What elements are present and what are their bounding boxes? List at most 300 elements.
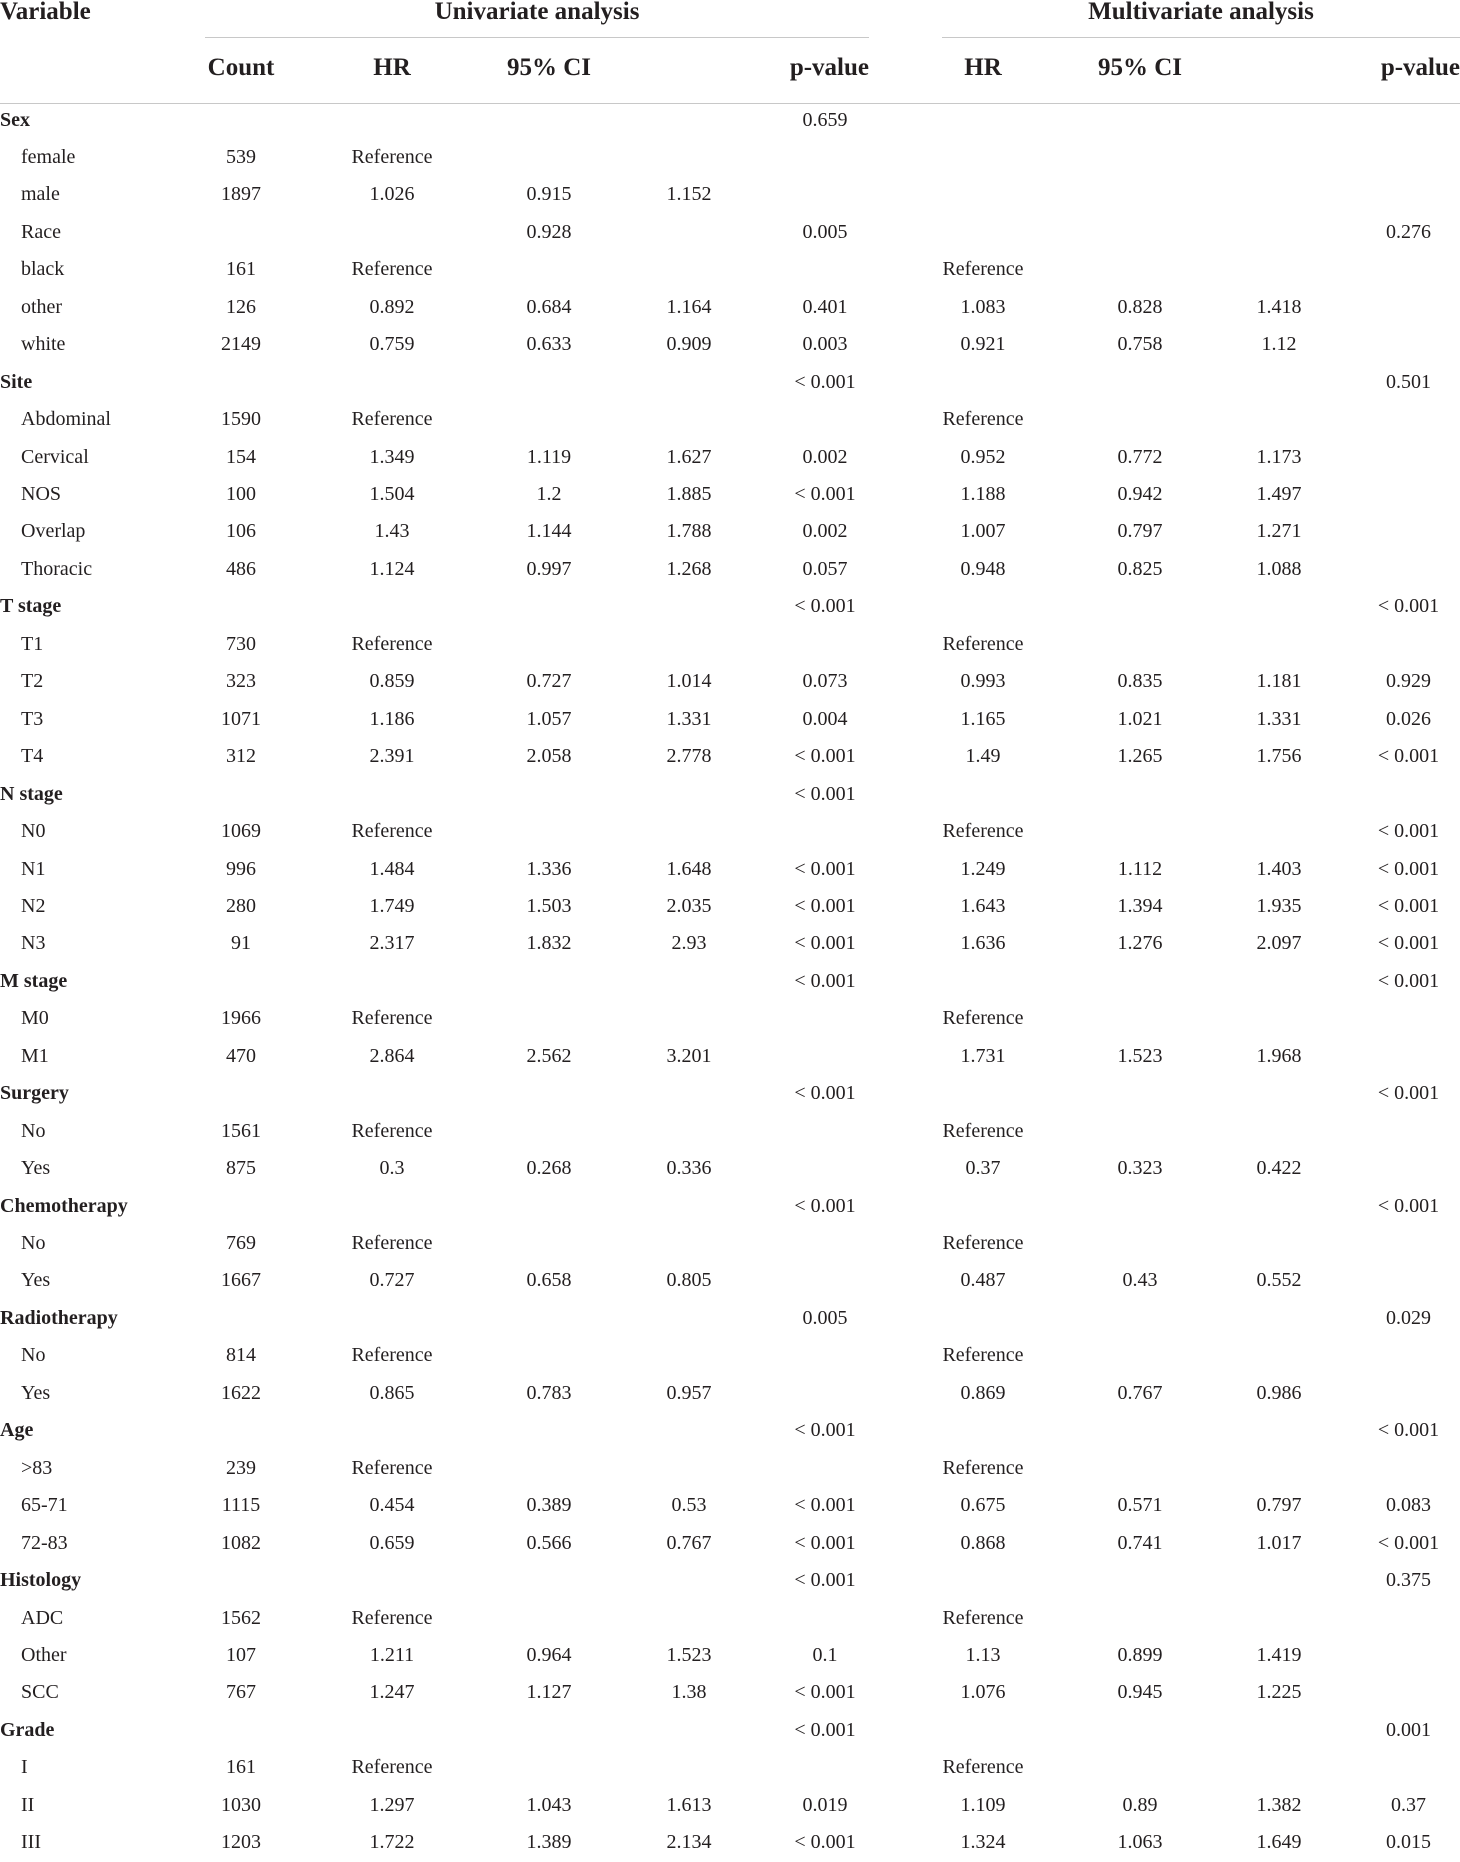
table-row: [0, 552, 1460, 586]
variable-cell: Sex: [0, 108, 30, 131]
ci-lower-cell: 1.144: [526, 520, 572, 543]
count-cell: 1667: [221, 1269, 261, 1292]
ci-lower-multi-cell: 0.571: [1117, 1494, 1163, 1517]
variable-cell: M stage: [0, 969, 68, 992]
pvalue-cell: < 0.001: [794, 1681, 856, 1704]
ci-upper-cell: 2.778: [666, 745, 712, 768]
variable-cell: N stage: [0, 782, 63, 805]
pvalue-multi-cell: 0.375: [1386, 1569, 1431, 1592]
variable-cell: 65-71: [21, 1494, 68, 1517]
ci-upper-cell: [629, 814, 749, 848]
ci-lower-cell: 2.058: [526, 745, 572, 768]
pvalue-multi-cell: < 0.001: [1377, 894, 1440, 917]
ci-upper-cell: [629, 140, 749, 174]
ci-upper-multi-cell: 1.225: [1256, 1681, 1302, 1704]
variable-cell: >83: [21, 1456, 53, 1479]
ci-upper-multi-cell: [1219, 103, 1339, 137]
hr-cell: Reference: [351, 1119, 433, 1142]
pvalue-cell: [765, 177, 885, 211]
pvalue-cell: [765, 1263, 885, 1297]
ci-upper-multi-cell: [1219, 365, 1339, 399]
count-cell: 1030: [221, 1793, 261, 1816]
pvalue-multi-cell: [1357, 1114, 1460, 1148]
hr-multi-cell: [923, 103, 1043, 137]
count-cell: 539: [226, 145, 256, 168]
pvalue-multi-cell: [1357, 477, 1460, 511]
ci-upper-multi-cell: 1.088: [1256, 557, 1302, 580]
pvalue-multi-cell: [1357, 777, 1460, 811]
ci-upper-multi-cell: [1219, 814, 1339, 848]
pvalue-multi-cell: [1357, 1675, 1460, 1709]
pvalue-cell: 0.004: [802, 707, 848, 730]
pvalue-multi-cell: [1357, 1001, 1460, 1035]
count-cell: 996: [226, 857, 256, 880]
variable-cell: Cervical: [21, 445, 89, 468]
pvalue-multi-cell: 0.029: [1386, 1306, 1431, 1329]
pvalue-cell: < 0.001: [794, 370, 856, 393]
hr-multi-cell: [923, 1563, 1043, 1597]
variable-cell: No: [21, 1119, 46, 1142]
col-header-count: Count: [207, 54, 275, 81]
ci-lower-cell: [489, 1601, 609, 1635]
table-row: [0, 1226, 1460, 1260]
pvalue-multi-cell: [1357, 1226, 1460, 1260]
ci-lower-cell: [489, 103, 609, 137]
hr-cell: 1.186: [369, 707, 415, 730]
table-group-row: [0, 1713, 1460, 1747]
hr-cell: 1.247: [369, 1681, 415, 1704]
ci-lower-cell: 0.727: [526, 670, 572, 693]
variable-cell: N3: [21, 932, 46, 955]
ci-lower-multi-cell: 1.523: [1117, 1044, 1163, 1067]
table-group-row: [0, 777, 1460, 811]
count-cell: 323: [226, 670, 256, 693]
variable-cell: T2: [21, 670, 44, 693]
ci-lower-cell: [489, 1001, 609, 1035]
ci-lower-multi-cell: [1080, 1601, 1200, 1635]
table-row: [0, 327, 1460, 361]
count-cell: 1562: [221, 1606, 261, 1629]
pvalue-multi-cell: 0.276: [1386, 220, 1431, 243]
ci-lower-multi-cell: [1080, 1301, 1200, 1335]
hr-multi-cell: Reference: [942, 1344, 1024, 1367]
hr-multi-cell: 0.993: [960, 670, 1006, 693]
pvalue-cell: 0.002: [802, 445, 848, 468]
hr-multi-cell: 1.083: [960, 295, 1006, 318]
ci-lower-multi-cell: 1.394: [1117, 894, 1163, 917]
table-row: [0, 627, 1460, 661]
hr-multi-cell: [923, 177, 1043, 211]
ci-lower-multi-cell: [1080, 140, 1200, 174]
ci-lower-cell: [489, 964, 609, 998]
ci-upper-multi-cell: 1.382: [1256, 1793, 1302, 1816]
ci-upper-multi-cell: [1219, 177, 1339, 211]
pvalue-cell: 0.002: [802, 520, 848, 543]
ci-lower-multi-cell: 0.945: [1117, 1681, 1163, 1704]
pvalue-cell: < 0.001: [794, 857, 856, 880]
ci-lower-cell: 1.2: [536, 483, 562, 505]
table-row: [0, 814, 1460, 848]
table-row: [0, 1526, 1460, 1560]
ci-lower-multi-cell: 0.89: [1122, 1793, 1158, 1816]
ci-upper-multi-cell: 0.552: [1256, 1269, 1302, 1292]
table-row: [0, 1039, 1460, 1073]
ci-upper-cell: [629, 589, 749, 623]
ci-upper-cell: [629, 1601, 749, 1635]
ci-lower-cell: [489, 1076, 609, 1110]
hr-multi-cell: Reference: [942, 632, 1024, 655]
ci-upper-cell: 1.885: [666, 483, 712, 505]
hr-multi-cell: 1.643: [960, 894, 1006, 917]
ci-lower-multi-cell: 1.265: [1117, 745, 1163, 768]
pvalue-multi-cell: < 0.001: [1377, 1194, 1440, 1217]
table-row: [0, 1338, 1460, 1372]
table-group-row: [0, 589, 1460, 623]
ci-lower-cell: [489, 777, 609, 811]
ci-upper-cell: 1.648: [666, 857, 712, 880]
hr-multi-cell: Reference: [942, 820, 1024, 843]
hr-cell: 1.43: [374, 520, 410, 543]
hr-cell: 1.349: [369, 445, 415, 468]
ci-upper-cell: 1.38: [671, 1681, 707, 1704]
count-cell: 2149: [221, 333, 261, 356]
count-cell: [205, 365, 277, 399]
table-row: [0, 1488, 1460, 1522]
ci-upper-multi-cell: [1219, 1301, 1339, 1335]
ci-lower-cell: [489, 1413, 609, 1447]
pvalue-cell: [765, 1338, 885, 1372]
pvalue-cell: < 0.001: [794, 1831, 856, 1854]
table-group-row: [0, 103, 1460, 137]
variable-cell: NOS: [21, 483, 62, 505]
hr-cell: 1.504: [369, 483, 415, 505]
pvalue-cell: [765, 1376, 885, 1410]
table-group-row: [0, 1189, 1460, 1223]
ci-upper-multi-cell: 1.173: [1256, 445, 1302, 468]
table-row: [0, 664, 1460, 698]
variable-cell: Overlap: [21, 520, 86, 543]
hr-cell: [332, 1563, 452, 1597]
ci-upper-multi-cell: 0.422: [1256, 1157, 1302, 1180]
pvalue-multi-cell: [1357, 1601, 1460, 1635]
ci-upper-cell: [629, 1001, 749, 1035]
hr-multi-cell: [923, 1076, 1043, 1110]
hr-multi-cell: 1.13: [965, 1643, 1001, 1666]
ci-lower-multi-cell: [1080, 1563, 1200, 1597]
hr-cell: 1.211: [369, 1643, 415, 1666]
table-row: [0, 926, 1460, 960]
ci-lower-multi-cell: [1080, 252, 1200, 286]
ci-upper-multi-cell: [1219, 1750, 1339, 1784]
hr-multi-cell: 0.487: [960, 1269, 1006, 1292]
hr-cell: 1.026: [369, 183, 415, 206]
ci-upper-cell: [629, 215, 749, 249]
count-cell: 312: [226, 745, 256, 768]
ci-upper-cell: 1.523: [666, 1643, 712, 1666]
hr-multi-cell: Reference: [942, 1119, 1024, 1142]
ci-upper-cell: 0.767: [666, 1531, 712, 1554]
col-header-pvalue: p-value: [789, 54, 869, 81]
table-row: [0, 702, 1460, 736]
ci-upper-cell: [629, 1226, 749, 1260]
ci-upper-multi-cell: [1219, 140, 1339, 174]
pvalue-cell: [765, 1114, 885, 1148]
ci-lower-cell: 0.658: [526, 1269, 572, 1292]
pvalue-multi-cell: < 0.001: [1377, 969, 1440, 992]
table-row: [0, 1151, 1460, 1185]
hr-multi-cell: 0.675: [960, 1494, 1006, 1517]
ci-lower-multi-cell: [1080, 1001, 1200, 1035]
variable-cell: I: [21, 1756, 28, 1779]
ci-lower-multi-cell: 1.021: [1117, 707, 1163, 730]
pvalue-multi-cell: [1357, 552, 1460, 586]
pvalue-cell: [765, 1226, 885, 1260]
ci-upper-multi-cell: 1.418: [1256, 295, 1302, 318]
ci-upper-multi-cell: 1.181: [1256, 670, 1302, 693]
ci-lower-multi-cell: 0.741: [1117, 1531, 1163, 1554]
pvalue-multi-cell: < 0.001: [1377, 932, 1440, 955]
pvalue-cell: [765, 1601, 885, 1635]
pvalue-multi-cell: < 0.001: [1377, 1419, 1440, 1442]
pvalue-multi-cell: [1357, 252, 1460, 286]
pvalue-cell: [765, 402, 885, 436]
hr-cell: [332, 777, 452, 811]
count-cell: [205, 1563, 277, 1597]
variable-cell: No: [21, 1232, 46, 1254]
count-cell: 106: [226, 520, 256, 543]
ci-lower-multi-cell: 1.276: [1117, 932, 1163, 955]
ci-lower-multi-cell: [1080, 215, 1200, 249]
ci-upper-cell: 1.268: [666, 557, 712, 580]
count-cell: [205, 1713, 277, 1747]
pvalue-multi-cell: 0.501: [1386, 370, 1431, 393]
ci-lower-multi-cell: [1080, 1713, 1200, 1747]
header-variable: Variable: [0, 0, 91, 25]
count-cell: [205, 777, 277, 811]
count-cell: 1622: [221, 1381, 261, 1404]
ci-lower-multi-cell: 0.942: [1117, 483, 1163, 505]
ci-lower-multi-cell: [1080, 177, 1200, 211]
ci-upper-cell: 0.909: [666, 333, 712, 356]
count-cell: 769: [226, 1232, 256, 1254]
ci-upper-cell: 1.014: [666, 670, 712, 693]
hr-multi-cell: 1.076: [960, 1681, 1006, 1704]
hr-cell: 0.865: [369, 1381, 415, 1404]
ci-lower-cell: 0.928: [526, 220, 572, 243]
hr-cell: 2.864: [369, 1044, 415, 1067]
ci-lower-cell: 0.997: [526, 557, 572, 580]
ci-lower-multi-cell: 0.767: [1117, 1381, 1163, 1404]
hr-multi-cell: 1.249: [960, 857, 1006, 880]
ci-lower-multi-cell: [1080, 777, 1200, 811]
ci-upper-cell: [629, 365, 749, 399]
count-cell: 1082: [221, 1531, 261, 1554]
ci-lower-cell: 1.127: [526, 1681, 572, 1704]
variable-cell: M1: [21, 1044, 49, 1067]
hr-multi-cell: 0.921: [960, 333, 1006, 356]
variable-cell: Yes: [21, 1157, 51, 1180]
ci-lower-cell: 0.964: [526, 1643, 572, 1666]
ci-upper-multi-cell: [1219, 1338, 1339, 1372]
ci-upper-multi-cell: [1219, 1001, 1339, 1035]
ci-upper-cell: 0.805: [666, 1269, 712, 1292]
variable-cell: M0: [21, 1007, 49, 1030]
hr-cell: 1.297: [369, 1793, 415, 1816]
ci-lower-cell: [489, 1451, 609, 1485]
ci-upper-multi-cell: [1219, 589, 1339, 623]
variable-cell: Age: [0, 1419, 34, 1442]
pvalue-multi-cell: [1357, 402, 1460, 436]
table-row: [0, 1376, 1460, 1410]
ci-upper-multi-cell: 0.986: [1256, 1381, 1302, 1404]
hr-multi-cell: 1.007: [960, 520, 1006, 543]
ci-upper-multi-cell: 1.756: [1256, 745, 1302, 768]
pvalue-cell: < 0.001: [794, 1494, 856, 1517]
pvalue-cell: < 0.001: [794, 782, 856, 805]
count-cell: 161: [226, 1756, 256, 1779]
pvalue-cell: < 0.001: [794, 969, 856, 992]
ci-lower-multi-cell: [1080, 814, 1200, 848]
pvalue-cell: < 0.001: [794, 595, 856, 618]
ci-lower-cell: 2.562: [526, 1044, 572, 1067]
ci-upper-multi-cell: [1219, 402, 1339, 436]
ci-upper-cell: 1.152: [666, 183, 712, 206]
hr-cell: 0.859: [369, 670, 415, 693]
variable-cell: N0: [21, 820, 46, 843]
ci-lower-cell: 1.057: [526, 707, 572, 730]
ci-upper-multi-cell: 1.271: [1256, 520, 1302, 543]
ci-lower-multi-cell: [1080, 1750, 1200, 1784]
count-cell: 239: [226, 1456, 256, 1479]
ci-upper-multi-cell: [1219, 1189, 1339, 1223]
hr-cell: [332, 1301, 452, 1335]
ci-lower-multi-cell: 0.772: [1117, 445, 1163, 468]
table-row: [0, 290, 1460, 324]
pvalue-multi-cell: 0.001: [1386, 1718, 1431, 1741]
variable-cell: other: [21, 295, 63, 318]
ci-upper-multi-cell: [1219, 1076, 1339, 1110]
hr-multi-cell: 1.731: [960, 1044, 1006, 1067]
ci-upper-multi-cell: [1219, 1413, 1339, 1447]
hr-cell: 0.3: [379, 1157, 405, 1180]
pvalue-cell: 0.003: [802, 333, 848, 356]
pvalue-cell: < 0.001: [794, 745, 856, 768]
table-group-row: [0, 1076, 1460, 1110]
hr-cell: 0.759: [369, 333, 415, 356]
ci-lower-cell: [489, 627, 609, 661]
ci-upper-multi-cell: [1219, 1601, 1339, 1635]
hr-multi-cell: 0.948: [960, 557, 1006, 580]
hr-multi-cell: [923, 1301, 1043, 1335]
table-group-row: [0, 1301, 1460, 1335]
ci-lower-multi-cell: [1080, 402, 1200, 436]
col-header-pvalue-multi: p-value: [1380, 54, 1460, 81]
hr-cell: 1.484: [369, 857, 415, 880]
ci-lower-multi-cell: [1080, 1226, 1200, 1260]
pvalue-multi-cell: 0.37: [1391, 1793, 1426, 1816]
hr-multi-cell: [923, 777, 1043, 811]
hr-cell: 1.124: [369, 557, 415, 580]
pvalue-cell: 0.019: [802, 1793, 848, 1816]
pvalue-cell: 0.057: [802, 557, 848, 580]
table-group-row: [0, 365, 1460, 399]
ci-upper-multi-cell: 1.331: [1256, 707, 1302, 730]
hr-cell: [332, 365, 452, 399]
ci-lower-cell: [489, 1713, 609, 1747]
hr-cell: [332, 1189, 452, 1223]
hr-multi-cell: 1.636: [960, 932, 1006, 955]
ci-lower-multi-cell: 0.825: [1117, 557, 1163, 580]
variable-cell: Yes: [21, 1381, 51, 1404]
table-row: [0, 440, 1460, 474]
hr-multi-cell: [923, 140, 1043, 174]
hr-cell: Reference: [351, 632, 433, 655]
ci-upper-multi-cell: [1219, 1713, 1339, 1747]
ci-upper-multi-cell: [1219, 1563, 1339, 1597]
count-cell: 107: [226, 1643, 256, 1666]
table-row: [0, 1601, 1460, 1635]
table-row: [0, 1825, 1460, 1859]
table-row: [0, 1001, 1460, 1035]
variable-cell: T3: [21, 707, 44, 730]
variable-cell: III: [21, 1831, 41, 1854]
header-univariate: Univariate analysis: [434, 0, 640, 25]
ci-lower-multi-cell: [1080, 1413, 1200, 1447]
hr-multi-cell: [923, 215, 1043, 249]
pvalue-cell: < 0.001: [794, 1531, 856, 1554]
variable-cell: Race: [21, 220, 61, 243]
pvalue-multi-cell: < 0.001: [1377, 745, 1440, 768]
pvalue-cell: [765, 627, 885, 661]
ci-lower-cell: [489, 1338, 609, 1372]
count-cell: 1115: [221, 1494, 261, 1517]
variable-cell: T4: [21, 745, 44, 768]
pvalue-cell: [765, 814, 885, 848]
hr-cell: Reference: [351, 1456, 433, 1479]
variable-cell: Other: [21, 1643, 67, 1666]
table-row: [0, 1675, 1460, 1709]
col-header-hr: HR: [373, 54, 411, 81]
ci-lower-multi-cell: 0.899: [1117, 1643, 1163, 1666]
ci-lower-cell: [489, 140, 609, 174]
ci-upper-cell: [629, 1413, 749, 1447]
pvalue-cell: < 0.001: [794, 932, 856, 955]
header-multivariate: Multivariate analysis: [1088, 0, 1314, 25]
ci-lower-multi-cell: [1080, 627, 1200, 661]
count-cell: [205, 1189, 277, 1223]
pvalue-multi-cell: [1357, 1338, 1460, 1372]
ci-lower-cell: [489, 365, 609, 399]
hr-cell: [332, 215, 452, 249]
ci-upper-cell: [629, 252, 749, 286]
variable-cell: 72-83: [21, 1531, 68, 1554]
ci-upper-cell: [629, 103, 749, 137]
count-cell: 100: [226, 483, 256, 505]
hr-cell: 1.722: [369, 1831, 415, 1854]
pvalue-cell: < 0.001: [794, 894, 856, 917]
ci-upper-multi-cell: [1219, 215, 1339, 249]
ci-upper-cell: 2.93: [671, 932, 707, 955]
table-row: [0, 1750, 1460, 1784]
table-row: [0, 477, 1460, 511]
count-cell: [205, 1413, 277, 1447]
table-row: [0, 1451, 1460, 1485]
ci-upper-cell: 1.164: [666, 295, 712, 318]
hr-cell: [332, 1076, 452, 1110]
pvalue-cell: 0.005: [802, 1306, 848, 1329]
hr-cell: 0.727: [369, 1269, 415, 1292]
variable-cell: Chemotherapy: [0, 1194, 128, 1217]
